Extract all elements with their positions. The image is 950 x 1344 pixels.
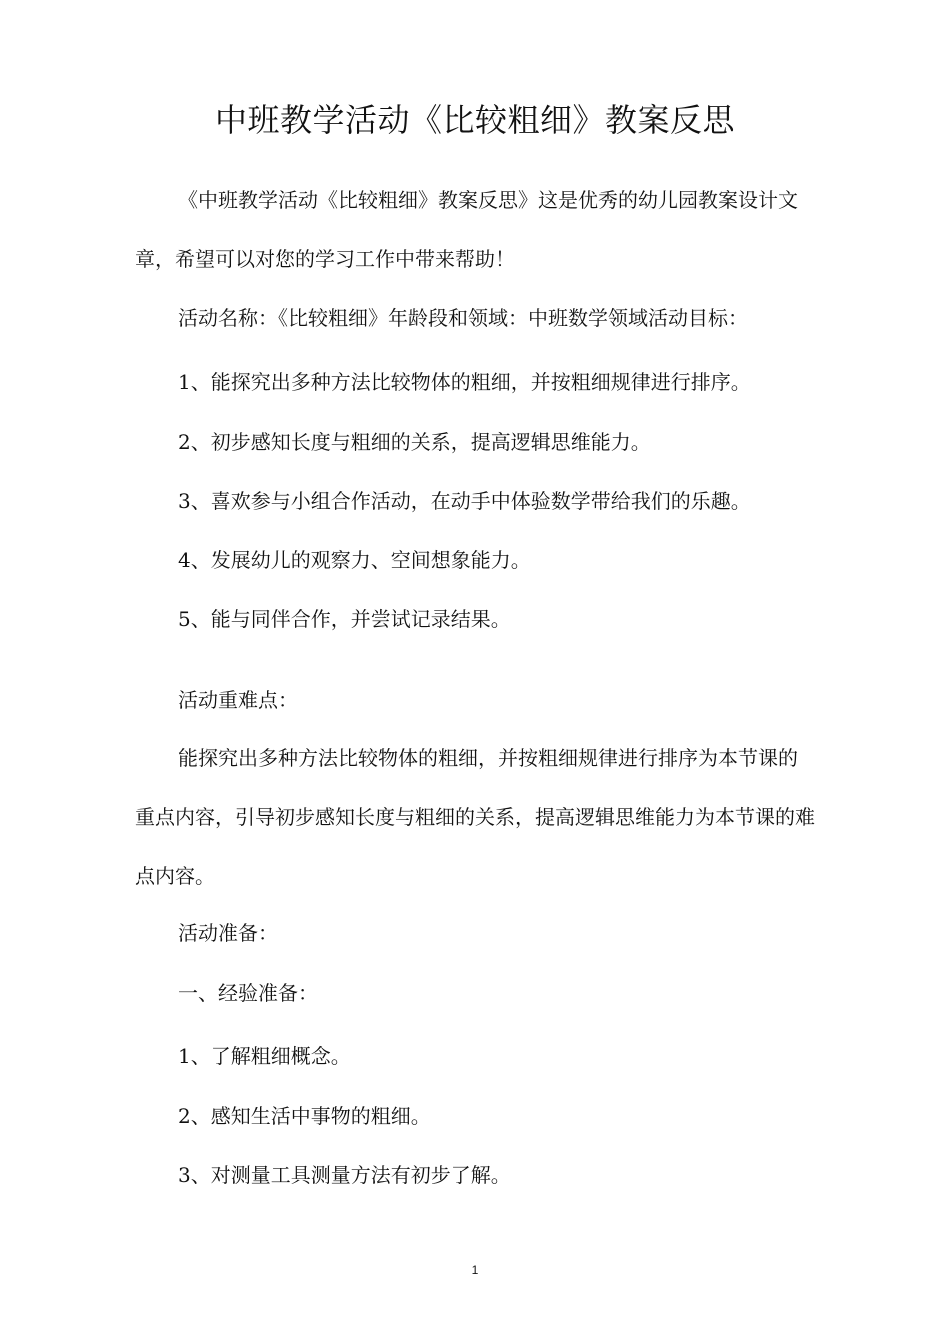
experience-heading: 一、经验准备：: [178, 981, 318, 1005]
key-points-heading: 活动重难点：: [178, 688, 298, 712]
experience-item-1: 1、了解粗细概念。: [178, 1044, 351, 1068]
goal-item-3: 3、喜欢参与小组合作活动，在动手中体验数学带给我们的乐趣。: [178, 489, 751, 513]
document-title: 中班教学活动《比较粗细》教案反思: [214, 101, 735, 139]
goal-item-5: 5、能与同伴合作，并尝试记录结果。: [178, 607, 511, 631]
preparation-heading: 活动准备：: [178, 921, 278, 945]
experience-item-3: 3、对测量工具测量方法有初步了解。: [178, 1163, 511, 1187]
experience-item-2: 2、感知生活中事物的粗细。: [178, 1104, 431, 1128]
page-number: 1: [471, 1263, 479, 1277]
activity-info-line: 活动名称：《比较粗细》年龄段和领域：中班数学领域活动目标：: [178, 306, 748, 330]
key-points-paragraph: 能探究出多种方法比较物体的粗细，并按粗细规律进行排序为本节课的重点内容，引导初步感知长度与粗细的关系，提高逻辑思维能力为本节课的难点内容。: [135, 746, 815, 888]
intro-paragraph: 《中班教学活动《比较粗细》教案反思》这是优秀的幼儿园教案设计文章，希望可以对您的学习工作中带来帮助！: [135, 188, 798, 271]
goal-item-4: 4、发展幼儿的观察力、空间想象能力。: [178, 548, 531, 572]
goal-item-2: 2、初步感知长度与粗细的关系，提高逻辑思维能力。: [178, 430, 651, 454]
goal-item-1: 1、能探究出多种方法比较物体的粗细，并按粗细规律进行排序。: [178, 370, 751, 394]
